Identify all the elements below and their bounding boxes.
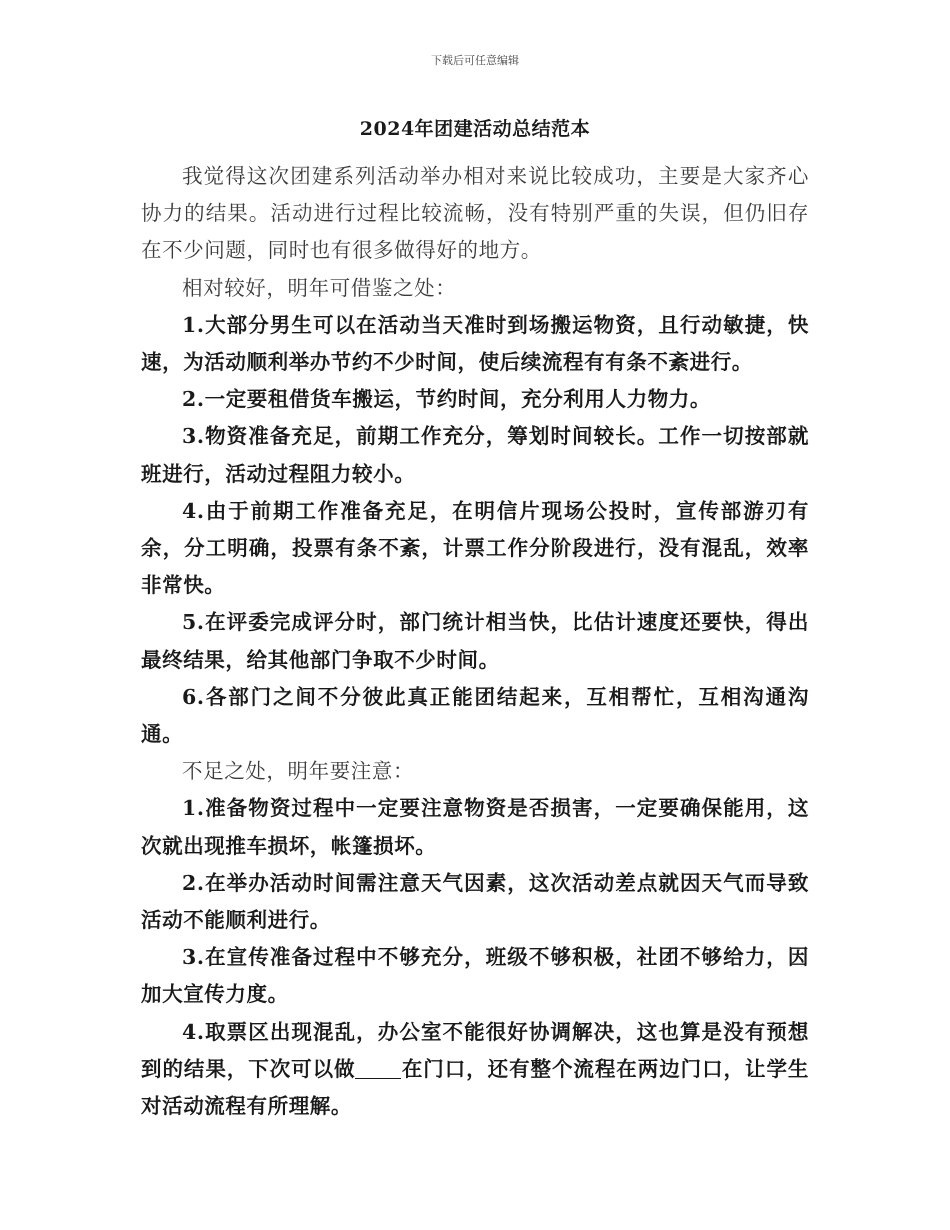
good-point-item: 2.一定要租借货车搬运，节约时间，充分利用人力物力。	[182, 387, 711, 412]
shortcoming-item-text: 4.取票区出现混乱，办公室不能很好协调解决，这也算是没有预想到的结果，下次可以做	[141, 1019, 809, 1081]
good-point-item: 3.物资准备充足，前期工作充分，筹划时间较长。工作一切按部就班进行，活动过程阻力较小。	[141, 424, 809, 486]
shortcoming-item	[141, 1014, 809, 1126]
fill-in-blank	[355, 1057, 401, 1079]
shortcoming-item: 1.准备物资过程中一定要注意物资是否损害，一定要确保能用，这次就出现推车损坏，帐篷损坏。	[141, 796, 809, 858]
good-point-item: 6.各部门之间不分彼此真正能团结起来，互相帮忙，互相沟通沟通。	[141, 684, 809, 747]
shortcoming-item: 3.在宣传准备过程中不够充分，班级不够积极，社团不够给力，因加大宣传力度。	[141, 945, 809, 1007]
header-note: 下载后可任意编辑	[431, 54, 519, 67]
good-point-item: 5.在评委完成评分时，部门统计相当快，比估计速度还要快，得出最终结果，给其他部门争取不少时间。	[141, 610, 809, 672]
good-point-item: 1.大部分男生可以在活动当天准时到场搬运物资，且行动敏捷，快速，为活动顺利举办节约不少时间，使后续流程有有条不紊进行。	[141, 312, 809, 375]
shortcomings-heading: 不足之处，明年要注意：	[182, 759, 415, 784]
shortcoming-item-text: 在门口，还有整个流程在两边门口，让学生对活动流程有所理解。	[141, 1056, 809, 1119]
good-points-heading: 相对较好，明年可借鉴之处：	[182, 275, 457, 300]
intro-paragraph: 我觉得这次团建系列活动举办相对来说比较成功，主要是大家齐心协力的结果。活动进行过程比较流畅，没有特别严重的失误，但仍旧存在不少问题，同时也有很多做得好的地方。	[141, 164, 809, 263]
shortcoming-item: 2.在举办活动时间需注意天气因素，这次活动差点就因天气而导致活动不能顺利进行。	[141, 870, 809, 933]
document-title: 2024年团建活动总结范本	[359, 118, 591, 140]
document-body	[141, 158, 809, 1125]
good-point-item: 4.由于前期工作准备充足，在明信片现场公投时，宣传部游刃有余，分工明确，投票有条不紊，计票工作分阶段进行，没有混乱，效率非常快。	[141, 498, 809, 598]
